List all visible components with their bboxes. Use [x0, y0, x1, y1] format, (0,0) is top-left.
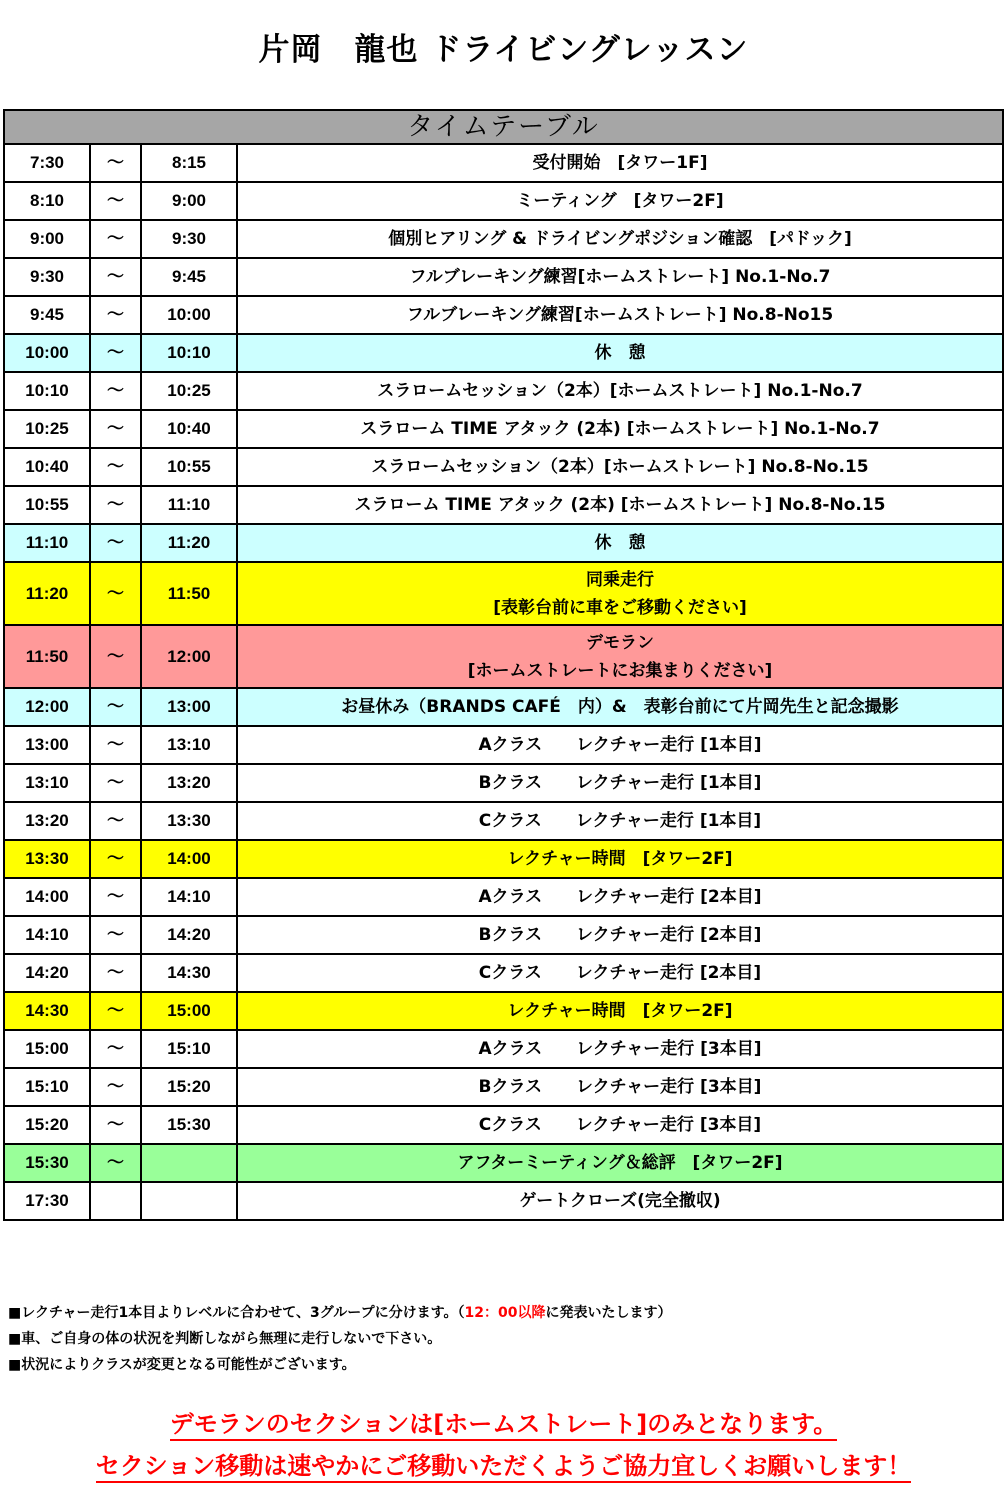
range-separator: ～	[90, 372, 141, 410]
event-text: 個別ヒアリング & ドライビングポジション確認 [パドック]	[388, 229, 852, 249]
table-row	[4, 878, 1003, 916]
start-time: 13:30	[4, 840, 90, 878]
start-time: 9:45	[4, 296, 90, 334]
start-time: 10:40	[4, 448, 90, 486]
table-row	[4, 144, 1003, 182]
table-row	[4, 916, 1003, 954]
event-subtext: [表彰台前に車をご移動ください]	[493, 597, 747, 618]
range-separator: ～	[90, 410, 141, 448]
note-2: ■車、ご自身の体の状況を判断しながら無理に走行しないで下さい。	[8, 1331, 442, 1347]
range-separator: ～	[90, 296, 141, 334]
range-separator: ～	[90, 878, 141, 916]
event-text: フルブレーキング練習[ホームストレート] No.8-No15	[406, 305, 834, 325]
end-time: 15:20	[141, 1068, 237, 1106]
end-time: 14:10	[141, 878, 237, 916]
range-separator: ～	[90, 220, 141, 258]
event-description	[237, 764, 1003, 802]
start-time: 15:10	[4, 1068, 90, 1106]
range-separator: ～	[90, 486, 141, 524]
end-time: 15:10	[141, 1030, 237, 1068]
start-time: 7:30	[4, 144, 90, 182]
end-time: 10:10	[141, 334, 237, 372]
event-text: Bクラス レクチャー走行 [3本目]	[478, 1077, 762, 1097]
event-description	[237, 296, 1003, 334]
start-time: 11:50	[4, 625, 90, 688]
event-description	[237, 220, 1003, 258]
end-time: 10:25	[141, 372, 237, 410]
event-description	[237, 144, 1003, 182]
event-description	[237, 726, 1003, 764]
end-time: 8:15	[141, 144, 237, 182]
end-time: 9:30	[141, 220, 237, 258]
start-time: 17:30	[4, 1182, 90, 1220]
range-separator: ～	[90, 916, 141, 954]
end-time: 11:10	[141, 486, 237, 524]
event-text: 休 憩	[594, 533, 646, 553]
note-3: ■状況によりクラスが変更となる可能性がございます。	[8, 1357, 356, 1373]
event-description	[237, 1144, 1003, 1182]
event-text: レクチャー時間 [タワー2F]	[507, 849, 733, 869]
end-time: 13:30	[141, 802, 237, 840]
table-row	[4, 334, 1003, 372]
range-separator: ～	[90, 562, 141, 625]
event-description	[237, 688, 1003, 726]
table-row	[4, 625, 1003, 688]
timetable	[3, 109, 1004, 1221]
end-time: 15:00	[141, 992, 237, 1030]
event-description	[237, 182, 1003, 220]
event-description	[237, 878, 1003, 916]
range-separator: ～	[90, 1144, 141, 1182]
bottom-notice-2: セクション移動は速やかにご移動いただくようご協力宜しくお願いします！	[0, 1446, 1007, 1481]
range-separator	[90, 1182, 141, 1220]
table-row	[4, 992, 1003, 1030]
start-time: 10:10	[4, 372, 90, 410]
table-row	[4, 1144, 1003, 1182]
start-time: 11:20	[4, 562, 90, 625]
table-row	[4, 1106, 1003, 1144]
start-time: 13:00	[4, 726, 90, 764]
start-time: 9:00	[4, 220, 90, 258]
table-row	[4, 1068, 1003, 1106]
table-row	[4, 486, 1003, 524]
table-row	[4, 764, 1003, 802]
table-row	[4, 840, 1003, 878]
start-time: 13:10	[4, 764, 90, 802]
end-time	[141, 1144, 237, 1182]
start-time: 14:20	[4, 954, 90, 992]
event-text: Cクラス レクチャー走行 [1本目]	[478, 811, 762, 831]
range-separator: ～	[90, 840, 141, 878]
event-text: Bクラス レクチャー走行 [1本目]	[478, 773, 762, 793]
event-text: 受付開始 [タワー1F]	[532, 153, 708, 173]
start-time: 14:30	[4, 992, 90, 1030]
table-row	[4, 726, 1003, 764]
note-highlight: 12：00以降	[464, 1305, 546, 1321]
event-description	[237, 258, 1003, 296]
end-time	[141, 1182, 237, 1220]
range-separator: ～	[90, 448, 141, 486]
end-time: 11:20	[141, 524, 237, 562]
range-separator: ～	[90, 182, 141, 220]
start-time: 8:10	[4, 182, 90, 220]
event-description	[237, 1030, 1003, 1068]
range-separator: ～	[90, 992, 141, 1030]
event-text: アフターミーティング＆総評 [タワー2F]	[457, 1153, 783, 1173]
event-text: スラロームセッション（2本）[ホームストレート] No.1-No.7	[377, 381, 863, 401]
table-row	[4, 182, 1003, 220]
range-separator: ～	[90, 1068, 141, 1106]
event-text: ミーティング [タワー2F]	[516, 191, 724, 211]
bottom-notice-1: デモランのセクションは[ホームストレート]のみとなります。	[0, 1404, 1007, 1439]
end-time: 10:55	[141, 448, 237, 486]
event-text: お昼休み（BRANDS CAFÉ 内）& 表彰台前にて片岡先生と記念撮影	[341, 697, 899, 717]
range-separator: ～	[90, 688, 141, 726]
event-text: Aクラス レクチャー走行 [1本目]	[478, 735, 762, 755]
event-description	[237, 486, 1003, 524]
end-time: 9:45	[141, 258, 237, 296]
table-row	[4, 296, 1003, 334]
event-text: デモラン	[586, 632, 654, 653]
end-time: 12:00	[141, 625, 237, 688]
range-separator: ～	[90, 764, 141, 802]
end-time: 13:20	[141, 764, 237, 802]
table-row	[4, 802, 1003, 840]
table-row	[4, 372, 1003, 410]
event-description	[237, 1182, 1003, 1220]
event-text: Aクラス レクチャー走行 [3本目]	[478, 1039, 762, 1059]
event-text: Cクラス レクチャー走行 [2本目]	[478, 963, 762, 983]
start-time: 10:00	[4, 334, 90, 372]
range-separator: ～	[90, 258, 141, 296]
table-row	[4, 410, 1003, 448]
event-description	[237, 916, 1003, 954]
event-text: 同乗走行	[586, 569, 654, 590]
event-subtext: [ホームストレートにお集まりください]	[467, 660, 773, 681]
start-time: 15:30	[4, 1144, 90, 1182]
timetable-header: タイムテーブル	[4, 110, 1003, 144]
start-time: 14:00	[4, 878, 90, 916]
start-time: 15:20	[4, 1106, 90, 1144]
end-time: 14:00	[141, 840, 237, 878]
end-time: 9:00	[141, 182, 237, 220]
event-text: Bクラス レクチャー走行 [2本目]	[478, 925, 762, 945]
end-time: 15:30	[141, 1106, 237, 1144]
event-description	[237, 625, 1003, 688]
start-time: 13:20	[4, 802, 90, 840]
start-time: 9:30	[4, 258, 90, 296]
event-text: レクチャー時間 [タワー2F]	[507, 1001, 733, 1021]
end-time: 10:00	[141, 296, 237, 334]
event-description	[237, 954, 1003, 992]
start-time: 15:00	[4, 1030, 90, 1068]
event-description	[237, 1106, 1003, 1144]
event-description	[237, 448, 1003, 486]
event-text: スラローム TIME アタック (2本) [ホームストレート] No.1-No.7	[360, 419, 880, 439]
range-separator: ～	[90, 802, 141, 840]
start-time: 12:00	[4, 688, 90, 726]
end-time: 10:40	[141, 410, 237, 448]
start-time: 10:55	[4, 486, 90, 524]
event-description	[237, 840, 1003, 878]
range-separator: ～	[90, 524, 141, 562]
end-time: 13:00	[141, 688, 237, 726]
table-row	[4, 220, 1003, 258]
end-time: 11:50	[141, 562, 237, 625]
event-text: ゲートクローズ(完全撤収)	[519, 1191, 721, 1211]
end-time: 13:10	[141, 726, 237, 764]
range-separator: ～	[90, 144, 141, 182]
table-row	[4, 1182, 1003, 1220]
range-separator: ～	[90, 954, 141, 992]
event-description	[237, 372, 1003, 410]
notes	[8, 1300, 671, 1378]
event-description	[237, 562, 1003, 625]
event-text: スラローム TIME アタック (2本) [ホームストレート] No.8-No.15	[354, 495, 886, 515]
range-separator: ～	[90, 625, 141, 688]
event-description	[237, 1068, 1003, 1106]
event-text: フルブレーキング練習[ホームストレート] No.1-No.7	[409, 267, 831, 287]
range-separator: ～	[90, 726, 141, 764]
event-text: Cクラス レクチャー走行 [3本目]	[478, 1115, 762, 1135]
event-description	[237, 992, 1003, 1030]
event-description	[237, 410, 1003, 448]
table-row	[4, 258, 1003, 296]
event-description	[237, 334, 1003, 372]
end-time: 14:20	[141, 916, 237, 954]
start-time: 14:10	[4, 916, 90, 954]
event-text: Aクラス レクチャー走行 [2本目]	[478, 887, 762, 907]
note-1: ■レクチャー走行1本目よりレベルに合わせて、3グループに分けます。（12：00以降に発表いたします）	[8, 1305, 672, 1321]
table-row	[4, 1030, 1003, 1068]
table-row	[4, 954, 1003, 992]
event-description	[237, 524, 1003, 562]
event-description	[237, 802, 1003, 840]
range-separator: ～	[90, 1030, 141, 1068]
end-time: 14:30	[141, 954, 237, 992]
event-text: スラロームセッション（2本）[ホームストレート] No.8-No.15	[371, 457, 869, 477]
range-separator: ～	[90, 1106, 141, 1144]
table-row	[4, 448, 1003, 486]
start-time: 10:25	[4, 410, 90, 448]
start-time: 11:10	[4, 524, 90, 562]
page-title: 片岡 龍也 ドライビングレッスン	[258, 32, 749, 68]
range-separator: ～	[90, 334, 141, 372]
table-row	[4, 688, 1003, 726]
table-row	[4, 562, 1003, 625]
table-row	[4, 524, 1003, 562]
event-text: 休 憩	[594, 343, 646, 363]
